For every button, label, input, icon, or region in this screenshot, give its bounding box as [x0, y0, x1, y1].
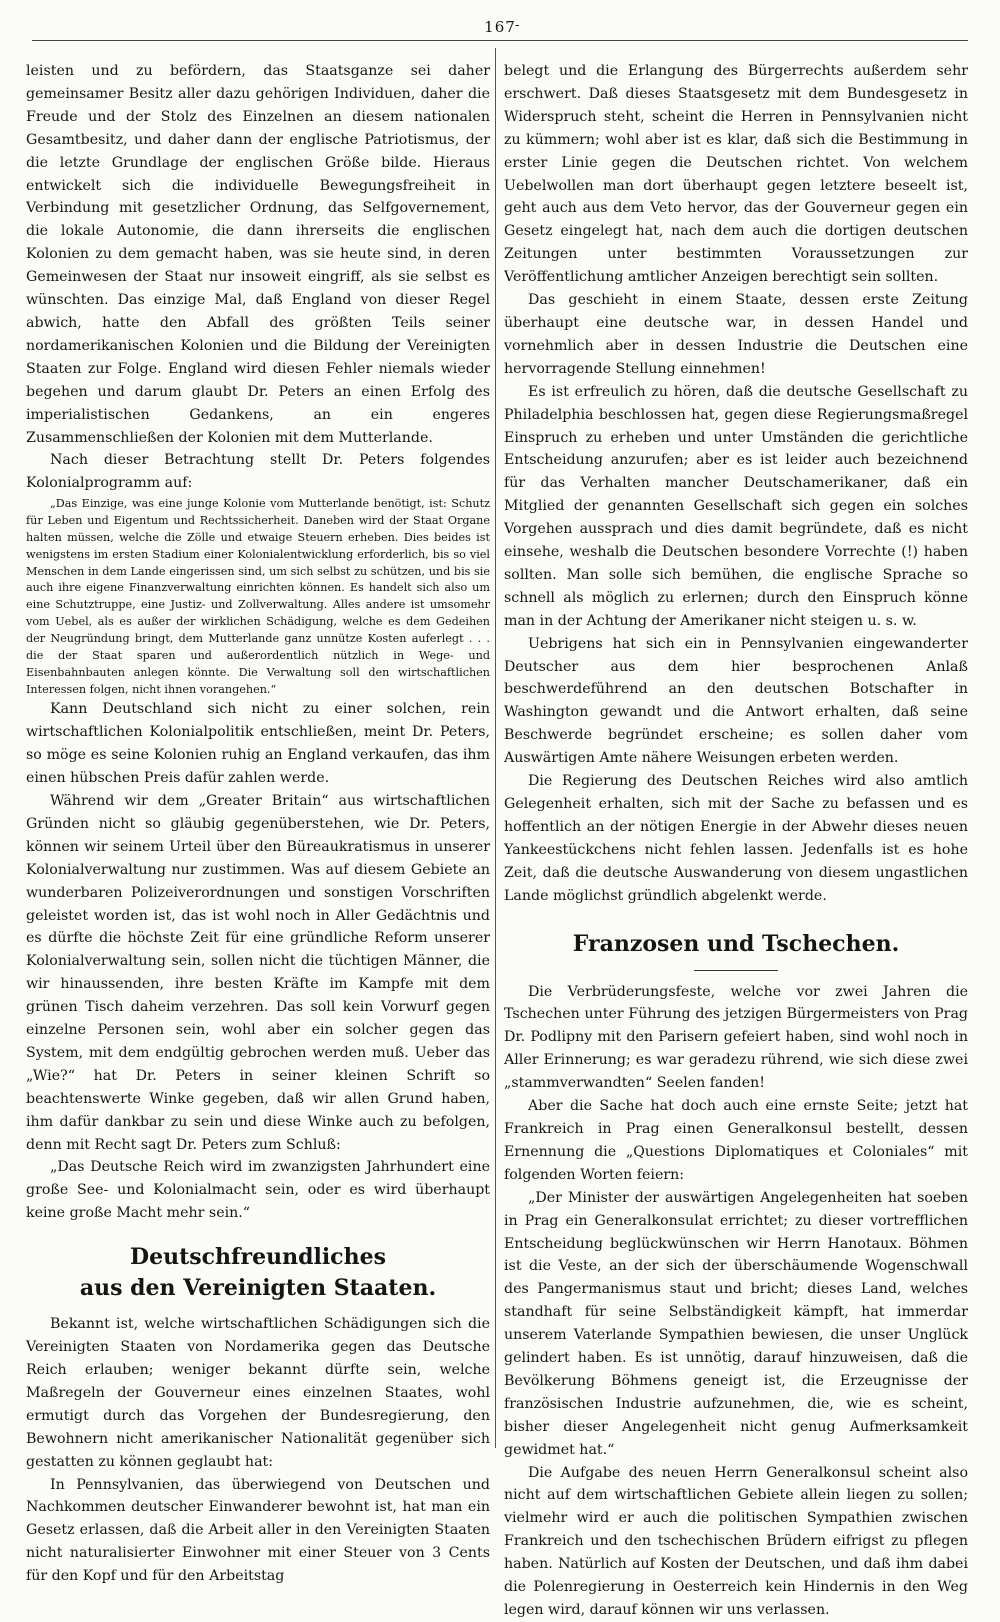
headline-franzosen-tschechen: Franzosen und Tschechen. [572, 930, 900, 957]
article-paragraph: Uebrigens hat sich ein in Pennsylvanien eingewanderter Deutscher aus dem hier besprochenen Anlaß beschwerdeführend an den deutschen Botschafter in Washington gewandt und die Antwort erhalten, daß seine Beschwerde begründet erscheine; es sollen daher vom Auswärtigen Amte nähere Weisungen erbeten werden. [504, 635, 968, 767]
headline-line-1: Deutschfreundliches [130, 1244, 386, 1271]
article-paragraph: Während wir dem „Greater Britain“ aus wirtschaftlichen Gründen nicht so gläubig gegenüberstehen, wie Dr. Peters, können wir seinem Urteil über den Büreaukratismus in unserer Kolonialverwaltung nur zustimmen. Was auf diesem Gebiete an wunderbaren Polizeiverordnungen und sonstigen Vorschriften geleistet worden ist, das ist wohl noch in Aller Gedächtnis und es dürfte die höchste Zeit für eine gründliche Reform unserer Kolonialverwaltung sein, sollen nicht die tüchtigen Männer, die wir hinaussenden, ihre besten Kräfte im Kampfe mit dem grünen Tisch daheim verzehren. Das soll kein Vorwurf gegen einzelne Personen sein, wohl aber ein solcher gegen das System, mit dem endgültig gebrochen werden muß. Ueber das „Wie?“ hat Dr. Peters in seiner kleinen Schrift so beachtenswerte Winke gegeben, daß wir allen Grund haben, ihm dafür dankbar zu sein und diese Winke auch zu befolgen, denn mit Recht sagt Dr. Peters zum Schluß: [26, 792, 490, 1153]
headline-vereinigte-staaten [26, 1273, 490, 1303]
article-paragraph: belegt und die Erlangung des Bürgerrechts außerdem sehr erschwert. Daß dieses Staatsgesetz mit dem Bundesgesetz in Widerspruch steht, scheint die Herren in Pennsylvanien nicht zu kümmern; wohl aber ist es klar, daß sich die Bestimmung in erster Linie gegen die Deutschen richtet. Von welchem Uebelwollen man dort überhaupt gegen letztere beseelt ist, geht auch aus dem Veto hervor, das der Gouverneur gegen ein Gesetz eingelegt hat, nach dem auch die dortigen deutschen Zeitungen unter bestimmten Voraussetzungen zur Veröffentlichung amtlicher Anzeigen berechtigt sein sollten. [504, 63, 968, 286]
page-number-value: 167 [484, 18, 516, 36]
header-rule [32, 40, 968, 41]
article-paragraph: Nach dieser Betrachtung stellt Dr. Peters folgendes Kolonialprogramm auf: [26, 452, 490, 492]
article-paragraph: Die Regierung des Deutschen Reiches wird also amtlich Gelegenheit erhalten, sich mit der Sache zu befassen und es hoffentlich an der nötigen Energie in der Abwehr dieses neuen Yankeestückchens nicht fehlen lassen. Jedenfalls ist es hohe Zeit, daß die deutsche Auswanderung von diesem ungastlichen Lande möglichst gründlich abgelenkt werde. [504, 773, 968, 904]
article-paragraph: Es ist erfreulich zu hören, daß die deutsche Gesellschaft zu Philadelphia beschlossen hat, gegen diese Regierungsmaßregel Einspruch zu erheben und unter Umständen die gerichtliche Entscheidung anzurufen; aber es ist leider auch bezeichnend für das Verhalten mancher Deutschamerikaner, daß ein Mitglied der genannten Gesellschaft sich gegen ein solches Vorgehen aussprach und dies damit begründete, daß es nicht einsehe, weshalb die Deutschen besondere Vorrechte (!) haben sollten. Man solle sich bemühen, die englische Sprache so schnell als möglich zu erlernen; durch den Einspruch könne man in der Achtung der Amerikaner nicht steigen u. s. w. [504, 383, 968, 629]
article-paragraph: Das geschieht in einem Staate, dessen erste Zeitung überhaupt eine deutsche war, in dessen Handel und vornehmlich aber in dessen Industrie die Deutschen eine hervorragende Stellung einnehmen! [504, 292, 968, 377]
headline-line-2: aus den Vereinigten Staaten. [79, 1275, 437, 1302]
article-paragraph: In Pennsylvanien, das überwiegend von Deutschen und Nachkommen deutscher Einwanderer bewohnt ist, hat man ein Gesetz erlassen, daß die Arbeit aller in den Vereinigten Staaten nicht naturalisierter Einwohner mit einer Steuer von 3 Cents für den Kopf und für den Arbeitstag [26, 1476, 490, 1585]
page-number-mark: - [515, 18, 521, 33]
column-divider [495, 48, 496, 1448]
headline-rule [694, 970, 778, 971]
article-paragraph: Aber die Sache hat doch auch eine ernste Seite; jetzt hat Frankreich in Prag einen Generalkonsul bestellt, dessen Ernennung die „Questions Diplomatiques et Coloniales“ mit folgenden Worten feiern: [504, 1098, 968, 1183]
article-paragraph: Kann Deutschland sich nicht zu einer solchen, rein wirtschaftlichen Kolonialpolitik entschließen, meint Dr. Peters, so möge es seine Kolonien ruhig an England verkaufen, das ihm einen hübschen Preis dafür zahlen werde. [26, 701, 490, 787]
quoted-statement: „Der Minister der auswärtigen Angelegenheiten hat soeben in Prag ein Generalkonsulat errichtet; zu dieser vortrefflichen Entscheidung beglückwünschen wir Herrn Hanotaux. Böhmen ist die Veste, an der sich der überschäumende Wogenschwall des Pangermanismus staut und bricht; dieses Land, welches standhaft für seine Selbständigkeit kämpft, hat immerdar unserem Vaterlande Sympathien bewiesen, die unser Unglück gelindert haben. Es ist unnötig, darauf hinzuweisen, daß die Bevölkerung Böhmens geneigt ist, die Erzeugnisse der französischen Industrie aufzunehmen, die, wie es scheint, bisher dieser Angelegenheit nicht genug Aufmerksamkeit gewidmet hat.“ [504, 1189, 968, 1458]
left-column [26, 60, 490, 1588]
block-quote: „Das Einzige, was eine junge Kolonie vom Mutterlande benötigt, ist: Schutz für Leben und Eigentum und Rechtssicherheit. Daneben wird der Staat Organe halten müssen, welche die Zölle und etwaige Steuern erheben. Dies beides ist wenigstens im ersten Stadium einer Kolonialentwicklung erforderlich, bis so viel Menschen in dem Lande eingerissen sind, um sich selbst zu schützen, und bis sie auch ihre eigene Finanzverwaltung einrichten können. Es handelt sich also um eine Schutztruppe, eine Justiz- und Zollverwaltung. Alles andere ist umsomehr vom Uebel, als es außer der wirklichen Schädigung, welche es dem Gedeihen der Neugründung bringt, dem Mutterlande ganz unnütze Kosten auferlegt . . . die der Staat sparen und außerordentlich nützlich in Wege- und Eisenbahnbauten anlegen könnte. Die Verwaltung soll den wirtschaftlichen Interessen folgen, nicht ihnen vorangehen.“ [26, 497, 490, 696]
article-paragraph: Die Verbrüderungsfeste, welche vor zwei Jahren die Tschechen unter Führung des jetzigen Bürgermeisters von Prag Dr. Podlipny mit den Parisern gefeiert haben, sind wohl noch in Aller Erinnerung; es war geradezu rührend, wie sich diese zwei „stammverwandten“ Seelen fanden! [504, 983, 968, 1092]
article-paragraph: leisten und zu befördern, das Staatsganze sei daher gemeinsamer Besitz aller dazu gehörigen Individuen, daher die Freude und der Stolz des Einzelnen an diesem nationalen Gesamtbesitz, und daher dann der englische Patriotismus, der die letzte Grundlage der englischen Größe bilde. Hieraus entwickelt sich die individuelle Bewegungsfreiheit in Verbindung mit gesetzlicher Ordnung, das Selfgovernement, die lokale Autonomie, die dann ihrerseits die englischen Kolonien zu dem gemacht haben, was sie heute sind, in deren Gemeinwesen der Staat nur insoweit eingriff, als sie selbst es wünschten. Das einzige Mal, daß England von dieser Regel abwich, hatte den Abfall des größten Teils seiner nordamerikanischen Kolonien und die Bildung der Vereinigten Staaten zur Folge. England wird diesen Fehler niemals wieder begehen und darum glaubt Dr. Peters an einen Erfolg des imperialistischen Gedankens, an ein engeres Zusammenschließen der Kolonien mit dem Mutterlande. [26, 63, 490, 446]
page-number [0, 18, 1000, 36]
article-paragraph: Die Aufgabe des neuen Herrn Generalkonsul scheint also nicht auf dem wirtschaftlichen Gebiete allein liegen zu sollen; vielmehr wird er auch die politischen Sympathien zwischen Frankreich und den tschechischen Brüdern eifrigst zu pflegen haben. Natürlich auf Kosten der Deutschen, und daß ihm dabei die Polenregierung in Oesterreich kein Hindernis in den Weg legen wird, darauf können wir uns verlassen. [504, 1464, 968, 1618]
article-paragraph: Bekannt ist, welche wirtschaftlichen Schädigungen sich die Vereinigten Staaten von Nordamerika gegen das Deutsche Reich erlauben; weniger bekannt dürfte sein, welche Maßregeln der Gouverneur eines einzelnen Staates, wohl ermutigt durch das Vorgehen der Bundesregierung, den Bewohnern nicht amerikanischer Nationalität gegenüber sich gestatten zu können geglaubt hat: [26, 1316, 490, 1470]
right-column [504, 60, 968, 1622]
headline-deutschfreundliches [26, 1241, 490, 1273]
closing-quote: „Das Deutsche Reich wird im zwanzigsten Jahrhundert eine große See- und Kolonialmacht sein, oder es wird überhaupt keine große Macht mehr sein.“ [26, 1159, 490, 1222]
